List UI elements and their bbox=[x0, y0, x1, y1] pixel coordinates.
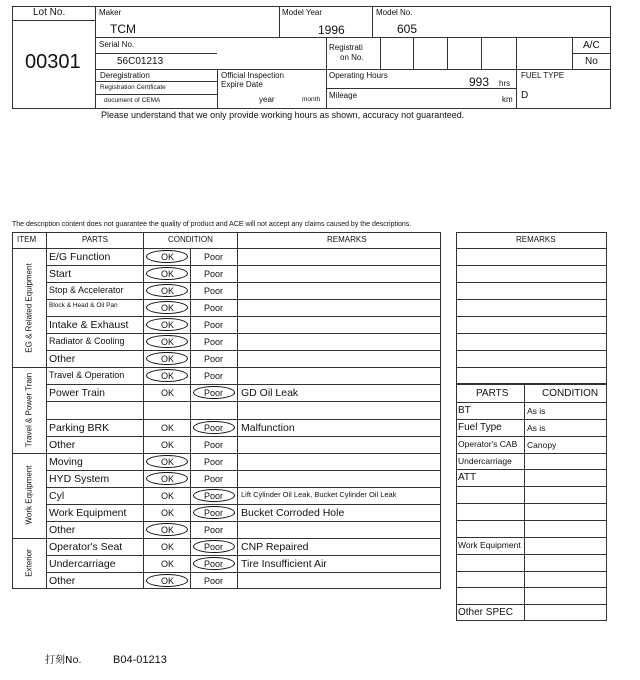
poor-label: Poor bbox=[204, 320, 224, 331]
ok-label: OK bbox=[161, 252, 175, 262]
poor-circle bbox=[193, 557, 235, 570]
maker-value: TCM bbox=[110, 22, 136, 36]
part-name: Parking BRK bbox=[49, 421, 110, 434]
part-name: Radiator & Cooling bbox=[49, 336, 125, 347]
right-remarks-header: REMARKS bbox=[516, 235, 556, 244]
inspection-label-2: Expire Date bbox=[221, 80, 263, 89]
ok-circle bbox=[146, 455, 188, 468]
ok-label: OK bbox=[161, 439, 175, 450]
ok-label: OK bbox=[161, 303, 175, 314]
part-name: Moving bbox=[49, 455, 83, 468]
ok-label: OK bbox=[161, 490, 175, 501]
ac-value: No bbox=[585, 56, 598, 67]
ok-label: OK bbox=[161, 507, 175, 518]
part-name: Other bbox=[49, 353, 76, 366]
fuel-type-label: FUEL TYPE bbox=[521, 71, 565, 80]
ok-label: OK bbox=[161, 371, 175, 382]
ok-label: OK bbox=[161, 558, 175, 569]
remark-text: Malfunction bbox=[241, 421, 295, 434]
poor-circle bbox=[193, 506, 235, 519]
poor-label: Poor bbox=[204, 507, 224, 518]
ok-label: OK bbox=[161, 320, 175, 331]
ok-label: OK bbox=[161, 524, 175, 535]
group-label: Travel & Power Train bbox=[24, 372, 34, 448]
mileage-label: Mileage bbox=[329, 91, 358, 100]
poor-label: Poor bbox=[204, 422, 224, 433]
month-label: month bbox=[302, 96, 321, 103]
poor-label: Poor bbox=[204, 388, 224, 399]
part-name: HYD System bbox=[49, 472, 110, 485]
operating-hours-value: 993 bbox=[469, 75, 490, 89]
ok-label: OK bbox=[161, 575, 175, 586]
part-name: Intake & Exhaust bbox=[49, 319, 129, 332]
parts-row-part: Undercarriage bbox=[458, 455, 512, 466]
ok-circle bbox=[146, 523, 188, 536]
ok-circle bbox=[146, 284, 188, 297]
parts-row-part: Operator's CAB bbox=[458, 438, 518, 449]
part-name: Stop & Accelerator bbox=[49, 285, 124, 296]
poor-label: Poor bbox=[204, 286, 224, 297]
ok-label: OK bbox=[161, 388, 175, 399]
serial-no-label: Serial No. bbox=[99, 40, 135, 49]
ok-circle bbox=[146, 267, 188, 280]
table-header-parts: PARTS bbox=[82, 235, 108, 244]
stamp-no-value: B04-01213 bbox=[113, 654, 167, 666]
poor-label: Poor bbox=[204, 337, 224, 348]
remark-text: Lift Cylinder Oil Leak, Bucket Cylinder Oil Leak bbox=[241, 489, 397, 499]
ok-label: OK bbox=[161, 422, 175, 433]
registration-certificate-label: Registration Certificate bbox=[100, 84, 166, 91]
poor-circle bbox=[193, 421, 235, 434]
registration-no-label-2: on No. bbox=[340, 53, 364, 62]
model-year-value: 1996 bbox=[318, 23, 345, 37]
table-header-condition: CONDITION bbox=[168, 235, 213, 244]
poor-label: Poor bbox=[204, 490, 224, 501]
poor-label: Poor bbox=[204, 303, 224, 314]
part-name: Cyl bbox=[49, 489, 65, 502]
description-disclaimer: The description content does not guarantee the quality of product and ACE will not accept any claims caused by the descriptions. bbox=[12, 221, 412, 228]
part-name: Power Train bbox=[49, 387, 106, 400]
right-remarks-frame bbox=[456, 232, 607, 384]
ok-label: OK bbox=[161, 541, 175, 552]
group-label: EG & Related Equipment bbox=[24, 262, 34, 353]
poor-label: Poor bbox=[204, 541, 224, 552]
poor-label: Poor bbox=[204, 354, 224, 365]
registration-no-label-1: Registrati bbox=[329, 43, 363, 52]
parts-row-part: BT bbox=[458, 405, 471, 416]
part-name: Operator's Seat bbox=[49, 540, 123, 553]
inspection-label-1: Official Inspection bbox=[221, 71, 284, 80]
operating-hours-label: Operating Hours bbox=[329, 71, 388, 80]
poor-label: Poor bbox=[204, 439, 224, 450]
parts-row-part: Fuel Type bbox=[458, 421, 502, 433]
condition-header: CONDITION bbox=[542, 388, 599, 399]
ok-label: OK bbox=[161, 354, 175, 365]
fuel-type-value: D bbox=[521, 90, 529, 101]
ok-circle bbox=[146, 250, 188, 263]
part-name: Other bbox=[49, 523, 76, 536]
parts-row-condition: As is bbox=[527, 422, 546, 433]
ok-circle bbox=[146, 472, 188, 485]
part-name: Block & Head & Oil Pan bbox=[49, 302, 118, 310]
poor-circle bbox=[193, 489, 235, 502]
deregistration-label: Deregistration bbox=[100, 71, 150, 80]
poor-label: Poor bbox=[204, 252, 224, 262]
parts-row-part: Work Equipment bbox=[458, 539, 521, 550]
remark-text: CNP Repaired bbox=[241, 540, 309, 553]
table-header-remarks: REMARKS bbox=[327, 235, 367, 244]
part-name: Other bbox=[49, 574, 76, 587]
ok-circle bbox=[146, 574, 188, 587]
poor-label: Poor bbox=[204, 558, 224, 569]
part-name: Undercarriage bbox=[49, 557, 116, 570]
part-name: Other bbox=[49, 438, 76, 451]
year-label: year bbox=[259, 95, 275, 104]
ok-label: OK bbox=[161, 337, 175, 348]
poor-label: Poor bbox=[204, 524, 224, 535]
poor-circle bbox=[193, 540, 235, 553]
parts-row-condition: As is bbox=[527, 406, 546, 416]
ok-label: OK bbox=[161, 269, 175, 280]
model-no-label: Model No. bbox=[376, 8, 413, 17]
lot-no-value: 00301 bbox=[25, 51, 81, 73]
group-label: Exterior bbox=[24, 549, 34, 578]
ok-label: OK bbox=[161, 456, 175, 467]
poor-label: Poor bbox=[204, 456, 224, 467]
table-header-item: ITEM bbox=[17, 235, 37, 244]
parts-row-part: ATT bbox=[458, 472, 477, 484]
model-year-label: Model Year bbox=[282, 8, 323, 17]
poor-label: Poor bbox=[204, 575, 224, 586]
model-no-value: 605 bbox=[397, 22, 418, 36]
part-name: Work Equipment bbox=[49, 506, 127, 519]
maker-label: Maker bbox=[99, 8, 122, 17]
document-cema-label: document of CEMA bbox=[104, 97, 161, 104]
part-name: Start bbox=[49, 268, 72, 281]
hrs-label: hrs bbox=[499, 79, 511, 88]
remark-text: Bucket Corroded Hole bbox=[241, 506, 345, 519]
group-label: Work Equipment bbox=[24, 465, 34, 525]
serial-no-value: 56C01213 bbox=[117, 56, 164, 67]
remark-text: Tire Insufficient Air bbox=[241, 557, 327, 570]
remark-text: GD Oil Leak bbox=[241, 387, 299, 400]
poor-label: Poor bbox=[204, 371, 224, 382]
km-label: km bbox=[502, 95, 513, 104]
parts-row-part: Other SPEC bbox=[458, 607, 514, 619]
parts-row-condition: Canopy bbox=[527, 439, 557, 450]
parts-header: PARTS bbox=[476, 388, 509, 399]
ok-label: OK bbox=[161, 286, 175, 297]
hours-disclaimer: Please understand that we only provide working hours as shown, accuracy not guaranteed. bbox=[101, 110, 465, 120]
poor-label: Poor bbox=[204, 473, 224, 484]
part-name: Travel & Operation bbox=[49, 370, 125, 381]
stamp-no-label: 打刻No. bbox=[45, 655, 82, 666]
ok-label: OK bbox=[161, 473, 175, 484]
ac-label: A/C bbox=[583, 40, 600, 51]
lot-no-label: Lot No. bbox=[33, 7, 66, 18]
part-name: E/G Function bbox=[49, 251, 111, 263]
poor-label: Poor bbox=[204, 269, 224, 280]
